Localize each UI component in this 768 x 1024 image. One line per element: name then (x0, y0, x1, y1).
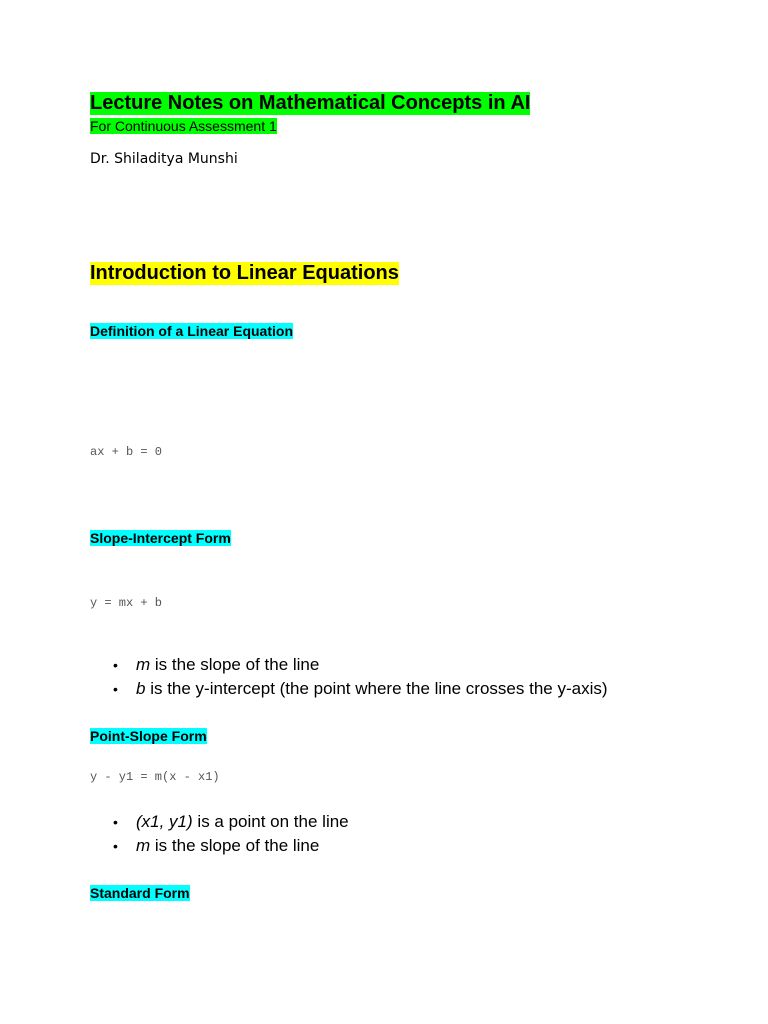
linear-equation-code: ax + b = 0 (90, 445, 163, 459)
definition-heading (90, 323, 293, 339)
point-slope-bullet-list (110, 810, 349, 858)
document-subtitle-text: For Continuous Assessment 1 (90, 118, 277, 134)
bullet-text: is the y-intercept (the point where the line crosses the y-axis) (145, 679, 608, 698)
list-item (110, 677, 608, 701)
definition-heading-text: Definition of a Linear Equation (90, 323, 293, 339)
point-slope-heading-text: Point-Slope Form (90, 728, 207, 744)
bullet-dot-icon: • (113, 657, 118, 673)
bullet-term: (x1, y1) (136, 812, 193, 831)
slope-intercept-heading-text: Slope-Intercept Form (90, 530, 231, 546)
bullet-term: m (136, 655, 151, 674)
list-item (110, 653, 608, 677)
bullet-text: is a point on the line (192, 812, 349, 831)
document-title (90, 92, 530, 115)
standard-form-heading-text: Standard Form (90, 885, 190, 901)
slope-intercept-equation-code: y = mx + b (90, 596, 163, 610)
bullet-term: b (136, 679, 146, 698)
bullet-text: is the slope of the line (150, 655, 320, 674)
section-title (90, 262, 399, 285)
point-slope-equation-code: y - y1 = m(x - x1) (90, 770, 220, 784)
bullet-dot-icon: • (113, 681, 118, 697)
list-item (110, 810, 349, 834)
bullet-term: m (136, 836, 151, 855)
document-title-text: Lecture Notes on Mathematical Concepts in AI (90, 92, 531, 114)
point-slope-heading (90, 728, 207, 744)
bullet-text: is the slope of the line (150, 836, 320, 855)
standard-form-heading (90, 885, 190, 901)
slope-intercept-heading (90, 530, 231, 546)
document-subtitle (90, 118, 277, 134)
slope-intercept-bullet-list (110, 653, 608, 701)
bullet-dot-icon: • (113, 838, 118, 854)
section-title-text: Introduction to Linear Equations (90, 262, 399, 284)
document-author: Dr. Shiladitya Munshi (90, 151, 238, 167)
bullet-dot-icon: • (113, 814, 118, 830)
list-item (110, 834, 349, 858)
